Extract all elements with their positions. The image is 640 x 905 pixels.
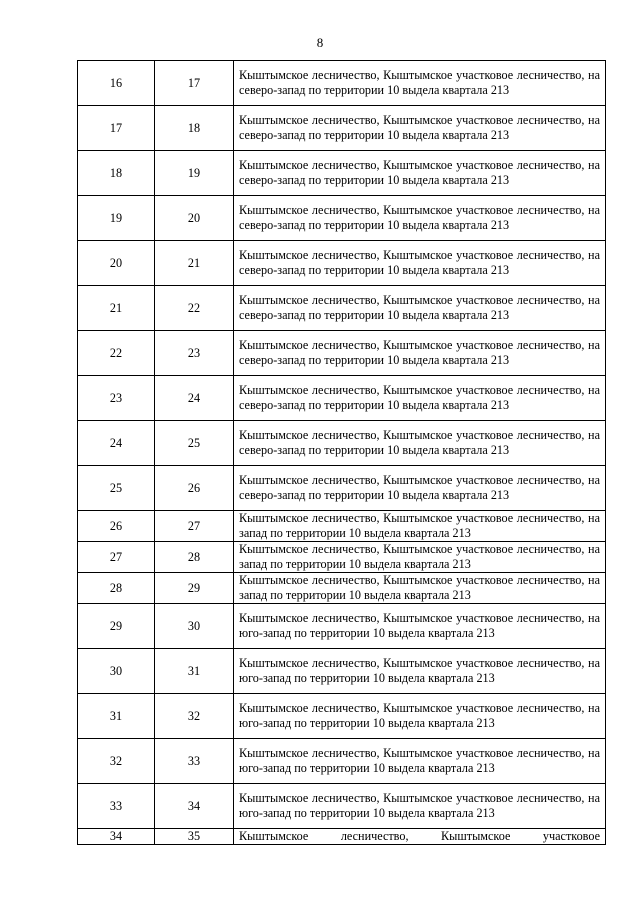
- from-point-cell: 33: [78, 784, 155, 829]
- from-point-cell: 31: [78, 694, 155, 739]
- boundary-description-cell: Кыштымское лесничество, Кыштымское участковое лесничество, на запад по территории 10 выдела квартала 213: [234, 542, 606, 573]
- table-row: [78, 286, 606, 331]
- from-point-cell: 18: [78, 151, 155, 196]
- boundary-description-cell: Кыштымское лесничество, Кыштымское участковое лесничество, на северо-запад по территории 10 выдела квартала 213: [234, 241, 606, 286]
- table-row: [78, 241, 606, 286]
- table-row: [78, 829, 606, 845]
- table-body: [78, 61, 606, 845]
- boundary-description-cell: Кыштымское лесничество, Кыштымское участковое лесничество, на северо-запад по территории 10 выдела квартала 213: [234, 286, 606, 331]
- to-point-cell: 30: [155, 604, 234, 649]
- from-point-cell: 25: [78, 466, 155, 511]
- to-point-cell: 21: [155, 241, 234, 286]
- boundary-description-cell: Кыштымское лесничество, Кыштымское участковое лесничество, на юго-запад по территории 10 выдела квартала 213: [234, 694, 606, 739]
- to-point-cell: 18: [155, 106, 234, 151]
- boundary-description-cell: Кыштымское лесничество, Кыштымское участковое лесничество, на юго-запад по территории 10 выдела квартала 213: [234, 784, 606, 829]
- from-point-cell: 26: [78, 511, 155, 542]
- boundary-description-cell: Кыштымское лесничество, Кыштымское участковое лесничество, на запад по территории 10 выдела квартала 213: [234, 511, 606, 542]
- to-point-cell: 22: [155, 286, 234, 331]
- table-row: [78, 784, 606, 829]
- from-point-cell: 19: [78, 196, 155, 241]
- table-row: [78, 511, 606, 542]
- to-point-cell: 31: [155, 649, 234, 694]
- to-point-cell: 28: [155, 542, 234, 573]
- table-row: [78, 573, 606, 604]
- to-point-cell: 29: [155, 573, 234, 604]
- table-row: [78, 466, 606, 511]
- table-row: [78, 331, 606, 376]
- boundary-description-cell: Кыштымское лесничество, Кыштымское участковое лесничество, на северо-запад по территории 10 выдела квартала 213: [234, 106, 606, 151]
- boundary-description-cell: Кыштымское лесничество, Кыштымское участковое лесничество, на северо-запад по территории 10 выдела квартала 213: [234, 331, 606, 376]
- table-row: [78, 151, 606, 196]
- boundary-description-cell: Кыштымское лесничество, Кыштымское участковое: [234, 829, 606, 845]
- table-row: [78, 542, 606, 573]
- boundary-description-cell: Кыштымское лесничество, Кыштымское участковое лесничество, на северо-запад по территории 10 выдела квартала 213: [234, 466, 606, 511]
- table-row: [78, 421, 606, 466]
- boundary-description-cell: Кыштымское лесничество, Кыштымское участковое лесничество, на северо-запад по территории 10 выдела квартала 213: [234, 151, 606, 196]
- from-point-cell: 20: [78, 241, 155, 286]
- to-point-cell: 20: [155, 196, 234, 241]
- boundary-points-table: [77, 60, 606, 845]
- to-point-cell: 17: [155, 61, 234, 106]
- from-point-cell: 23: [78, 376, 155, 421]
- from-point-cell: 30: [78, 649, 155, 694]
- table-row: [78, 196, 606, 241]
- table-row: [78, 604, 606, 649]
- from-point-cell: 32: [78, 739, 155, 784]
- to-point-cell: 25: [155, 421, 234, 466]
- table-row: [78, 739, 606, 784]
- table-row: [78, 694, 606, 739]
- to-point-cell: 24: [155, 376, 234, 421]
- to-point-cell: 33: [155, 739, 234, 784]
- from-point-cell: 24: [78, 421, 155, 466]
- boundary-description-cell: Кыштымское лесничество, Кыштымское участковое лесничество, на северо-запад по территории 10 выдела квартала 213: [234, 421, 606, 466]
- to-point-cell: 34: [155, 784, 234, 829]
- from-point-cell: 28: [78, 573, 155, 604]
- table-row: [78, 376, 606, 421]
- from-point-cell: 29: [78, 604, 155, 649]
- to-point-cell: 27: [155, 511, 234, 542]
- from-point-cell: 22: [78, 331, 155, 376]
- table-row: [78, 649, 606, 694]
- to-point-cell: 32: [155, 694, 234, 739]
- boundary-description-cell: Кыштымское лесничество, Кыштымское участковое лесничество, на северо-запад по территории 10 выдела квартала 213: [234, 196, 606, 241]
- from-point-cell: 17: [78, 106, 155, 151]
- to-point-cell: 26: [155, 466, 234, 511]
- from-point-cell: 34: [78, 829, 155, 845]
- table-row: [78, 106, 606, 151]
- to-point-cell: 35: [155, 829, 234, 845]
- boundary-description-cell: Кыштымское лесничество, Кыштымское участковое лесничество, на юго-запад по территории 10 выдела квартала 213: [234, 604, 606, 649]
- from-point-cell: 21: [78, 286, 155, 331]
- to-point-cell: 23: [155, 331, 234, 376]
- boundary-description-cell: Кыштымское лесничество, Кыштымское участковое лесничество, на юго-запад по территории 10 выдела квартала 213: [234, 649, 606, 694]
- boundary-description-cell: Кыштымское лесничество, Кыштымское участковое лесничество, на запад по территории 10 выдела квартала 213: [234, 573, 606, 604]
- table-row: [78, 61, 606, 106]
- boundary-description-cell: Кыштымское лесничество, Кыштымское участковое лесничество, на юго-запад по территории 10 выдела квартала 213: [234, 739, 606, 784]
- page-number: 8: [316, 35, 324, 50]
- from-point-cell: 16: [78, 61, 155, 106]
- boundary-description-cell: Кыштымское лесничество, Кыштымское участковое лесничество, на северо-запад по территории 10 выдела квартала 213: [234, 376, 606, 421]
- from-point-cell: 27: [78, 542, 155, 573]
- to-point-cell: 19: [155, 151, 234, 196]
- boundary-description-cell: Кыштымское лесничество, Кыштымское участковое лесничество, на северо-запад по территории 10 выдела квартала 213: [234, 61, 606, 106]
